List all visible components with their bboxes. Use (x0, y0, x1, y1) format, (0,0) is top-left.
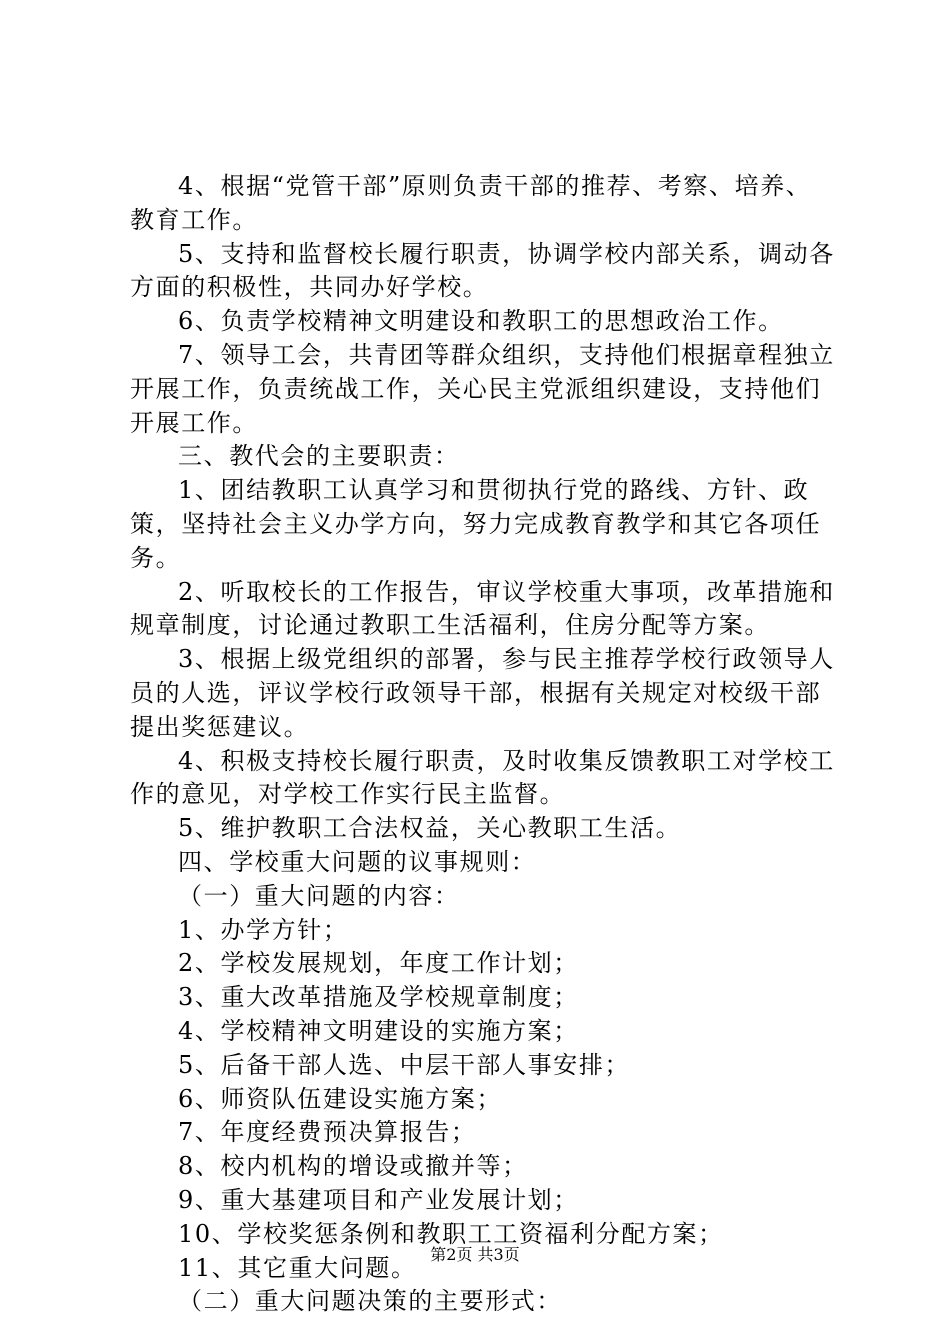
paragraph: 5、支持和监督校长履行职责，协调学校内部关系，调动各方面的积极性，共同办好学校。 (130, 239, 835, 302)
document-body (130, 170, 835, 1319)
subsection-heading: （二）重大问题决策的主要形式： (178, 1287, 562, 1316)
subsection-heading: （一）重大问题的内容： (178, 881, 460, 910)
paragraph: 4、积极支持校长履行职责，及时收集反馈教职工对学校工作的意见，对学校工作实行民主监督。 (130, 746, 835, 809)
list-item: 4、学校精神文明建设的实施方案； (178, 1016, 579, 1045)
paragraph: 4、根据“党管干部”原则负责干部的推荐、考察、培养、教育工作。 (130, 172, 812, 234)
list-item: 9、重大基建项目和产业发展计划； (178, 1185, 579, 1214)
section-heading: 四、学校重大问题的议事规则： (178, 847, 537, 876)
list-item: 8、校内机构的增设或撤并等； (178, 1152, 528, 1181)
paragraph: 2、听取校长的工作报告，审议学校重大事项，改革措施和规章制度，讨论通过教职工生活福利，住房分配等方案。 (130, 577, 835, 640)
list-item: 10、学校奖惩条例和教职工工资福利分配方案； (178, 1219, 724, 1248)
list-item: 3、重大改革措施及学校规章制度； (178, 983, 579, 1012)
paragraph: 5、维护教职工合法权益，关心教职工生活。 (178, 814, 682, 843)
paragraph: 1、团结教职工认真学习和贯彻执行党的路线、方针、政策，坚持社会主义办学方向，努力完成教育教学和其它各项任务。 (130, 476, 822, 572)
paragraph: 6、负责学校精神文明建设和教职工的思想政治工作。 (178, 307, 784, 336)
paragraph: 7、领导工会，共青团等群众组织，支持他们根据章程独立开展工作，负责统战工作，关心民主党派组织建设，支持他们开展工作。 (130, 340, 835, 437)
list-item: 2、学校发展规划，年度工作计划； (178, 949, 579, 978)
list-item: 1、办学方针； (178, 915, 349, 944)
list-item: 6、师资队伍建设实施方案； (178, 1084, 503, 1113)
section-heading: 三、教代会的主要职责： (178, 442, 460, 471)
paragraph: 3、根据上级党组织的部署，参与民主推荐学校行政领导人员的人选，评议学校行政领导干部，根据有关规定对校级干部提出奖惩建议。 (130, 645, 835, 741)
list-item: 11、其它重大问题。 (178, 1253, 417, 1282)
page-number: 第2页 共3页 (430, 1245, 520, 1264)
list-item: 5、后备干部人选、中层干部人事安排； (178, 1050, 631, 1079)
list-item: 7、年度经费预决算报告； (178, 1118, 477, 1147)
